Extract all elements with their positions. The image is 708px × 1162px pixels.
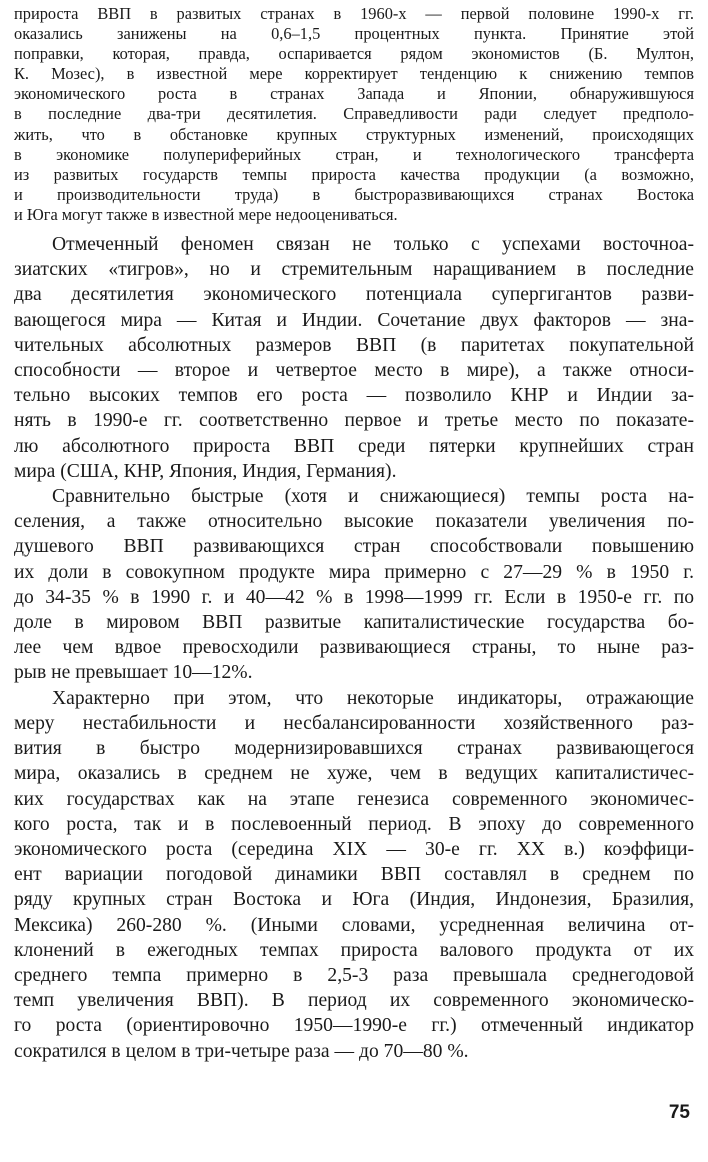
text-line: душевого ВВП развивающихся стран способствовали повышению — [14, 536, 694, 558]
page-number: 75 — [668, 1102, 690, 1123]
text-line: из развитых государств темпы прироста качества продукции (а возможно, — [14, 164, 694, 184]
text-line: лю абсолютного прироста ВВП среди пятерки крупнейших стран — [14, 435, 694, 457]
text-line: мира, оказались в среднем не хуже, чем в ведущих капиталистичес- — [14, 763, 694, 785]
text-line: в экономике полупериферийных стран, и технологического трансферта — [14, 144, 694, 164]
text-line: тельно высоких темпов его роста — позволило КНР и Индии за- — [14, 385, 694, 407]
text-line: рыв не превышает 10—12%. — [14, 662, 253, 684]
text-line: прироста ВВП в развитых странах в 1960-х — первой половине 1990-х гг. — [14, 4, 694, 23]
text-line: кого роста, так и в послевоенный период. В эпоху до современного — [14, 813, 694, 835]
text-line: доле в мировом ВВП развитые капиталистические государства бо- — [14, 612, 694, 634]
text-line: экономического роста (середина XIX — 30-е гг. XX в.) коэффици- — [14, 838, 694, 860]
text-line: К. Мозес), в известной мере корректирует тенденцию к снижению темпов — [14, 64, 694, 84]
text-line: оказались занижены на 0,6–1,5 процентных пункта. Принятие этой — [14, 24, 694, 44]
text-line: до 34-35 % в 1990 г. и 40—42 % в 1998—1999 гг. Если в 1950-е гг. по — [14, 586, 694, 608]
text-line: сократился в целом в три-четыре раза — до 70—80 %. — [14, 1040, 469, 1062]
text-line: го роста (ориентировочно 1950—1990-е гг.) отмеченный индикатор — [14, 1015, 694, 1037]
text-line: ент вариации погодовой динамики ВВП составлял в среднем по — [14, 864, 694, 886]
text-line: среднего темпа примерно в 2,5-3 раза превышала среднегодовой — [14, 964, 694, 986]
text-line: их доли в совокупном продукте мира примерно с 27—29 % в 1950 г. — [14, 561, 694, 583]
text-line: Характерно при этом, что некоторые индикаторы, отражающие — [52, 687, 694, 709]
text-line: ряду крупных стран Востока и Юга (Индия, Индонезия, Бразилия, — [14, 889, 694, 911]
text-line: Отмеченный феномен связан не только с успехами восточноа- — [52, 234, 694, 256]
text-line: два десятилетия экономического потенциала супергигантов разви- — [14, 284, 694, 306]
paragraph — [14, 484, 694, 686]
document-page — [14, 4, 694, 1064]
text-line: нять в 1990-е гг. соответственно первое и третье место по показате- — [14, 410, 694, 432]
body-text — [14, 232, 694, 1064]
text-line: Мексика) 260-280 %. (Иными словами, усредненная величина от- — [14, 914, 694, 936]
text-line: Сравнительно быстрые (хотя и снижающиеся) темпы роста на- — [52, 486, 694, 508]
text-line: селения, а также относительно высокие показатели увеличения по- — [14, 511, 694, 533]
text-line: и производительности труда) в быстроразвивающихся странах Востока — [14, 184, 694, 204]
continued-paragraph — [14, 4, 694, 225]
text-line: чительных абсолютных размеров ВВП (в паритетах покупательной — [14, 334, 694, 356]
text-line: темп увеличения ВВП). В период их современного экономическо- — [14, 990, 694, 1012]
text-line: зиатских «тигров», но и стремительным наращиванием в последние — [14, 259, 694, 281]
text-line: мира (США, КНР, Япония, Индия, Германия). — [14, 460, 397, 482]
paragraph — [14, 232, 694, 484]
text-line: экономического роста в странах Запада и Японии, обнаружившуюся — [14, 84, 694, 104]
paragraph — [14, 686, 694, 1064]
text-line: клонений в ежегодных темпах прироста валового продукта от их — [14, 939, 694, 961]
text-line: жить, что в обстановке крупных структурных изменений, происходящих — [14, 124, 694, 144]
text-line: вития в быстро модернизировавшихся странах развивающегося — [14, 738, 694, 760]
text-line: лее чем вдвое превосходили развивающиеся страны, то ныне раз- — [14, 637, 694, 659]
text-line: в последние два-три десятилетия. Справедливости ради следует предполо- — [14, 104, 694, 124]
text-line: и Юга могут также в известной мере недооцениваться. — [14, 204, 398, 224]
text-line: ких государствах как на этапе генезиса современного экономичес- — [14, 788, 694, 810]
text-line: меру нестабильности и несбалансированности хозяйственного раз- — [14, 712, 694, 734]
text-line: способности — второе и четвертое место в мире), а также относи- — [14, 360, 694, 382]
text-line: вающегося мира — Китая и Индии. Сочетание двух факторов — зна- — [14, 309, 694, 331]
text-line: поправки, которая, правда, оспаривается рядом экономистов (Б. Мултон, — [14, 44, 694, 64]
